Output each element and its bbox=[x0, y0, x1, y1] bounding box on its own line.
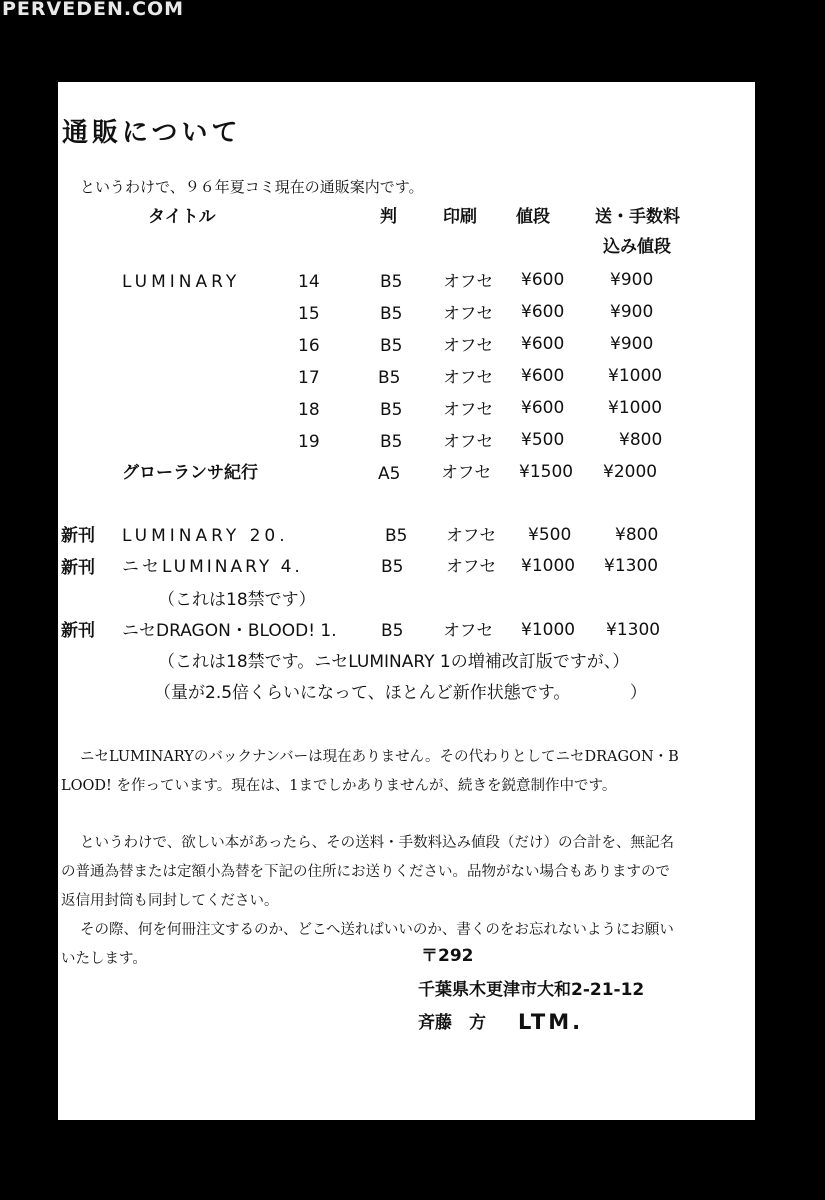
header-total-line1: 送・手数料 bbox=[595, 207, 680, 227]
row-issue: 18 bbox=[298, 400, 320, 420]
row-title: LUMINARY bbox=[122, 272, 241, 292]
paragraph-line: ニセLUMINARYのバックナンバーは現在ありません。その代わりとしてニセDRAGON・B bbox=[80, 749, 679, 765]
row-issue: 19 bbox=[298, 432, 320, 452]
new-release-tag: 新刊 bbox=[61, 621, 95, 641]
paragraph-line: LOOD! を作っています。現在は、1までしかありませんが、続きを鋭意制作中です。 bbox=[61, 778, 617, 794]
row-total: ¥1300 bbox=[606, 620, 661, 640]
row-size: B5 bbox=[378, 368, 401, 388]
row-print: オフセ bbox=[446, 557, 497, 577]
row-title: LUMINARY 20. bbox=[122, 526, 289, 546]
row-price: ¥600 bbox=[521, 366, 565, 386]
content-note: （これは18禁です） bbox=[158, 590, 316, 610]
row-size: B5 bbox=[380, 432, 403, 452]
row-print: オフセ bbox=[446, 526, 497, 546]
paragraph-line: その際、何を何冊注文するのか、どこへ送ればいいのか、書くのをお忘れないようにお願い bbox=[80, 922, 674, 938]
row-size: B5 bbox=[380, 304, 403, 324]
document-page bbox=[58, 82, 755, 1120]
row-total: ¥1300 bbox=[604, 556, 659, 576]
row-print: オフセ bbox=[443, 368, 494, 388]
row-total: ¥1000 bbox=[608, 398, 663, 418]
paragraph-line: というわけで、欲しい本があったら、その送料・手数料込み値段（だけ）の合計を、無記名 bbox=[80, 835, 675, 851]
row-size: B5 bbox=[381, 557, 404, 577]
paragraph-line: の普通為替または定額小為替を下記の住所にお送りください。品物がない場合もありますので bbox=[61, 864, 670, 880]
row-total: ¥2000 bbox=[603, 462, 658, 482]
row-price: ¥600 bbox=[521, 398, 565, 418]
row-issue: 17 bbox=[298, 368, 320, 388]
paragraph-line: 返信用封筒も同封してください。 bbox=[61, 893, 279, 909]
row-total: ¥900 bbox=[610, 270, 654, 290]
row-issue: 16 bbox=[298, 336, 320, 356]
header-size: 判 bbox=[380, 207, 397, 227]
row-title: グローランサ紀行 bbox=[122, 463, 258, 483]
row-size: B5 bbox=[380, 336, 403, 356]
row-size: B5 bbox=[385, 526, 408, 546]
address-name: 斉藤 方 bbox=[418, 1013, 486, 1033]
row-total: ¥800 bbox=[615, 525, 659, 545]
row-price: ¥600 bbox=[521, 334, 565, 354]
row-size: B5 bbox=[380, 400, 403, 420]
row-title: ニセDRAGON・BLOOD! 1. bbox=[122, 621, 337, 641]
row-print: オフセ bbox=[443, 304, 494, 324]
row-price: ¥1000 bbox=[521, 556, 576, 576]
address-location: 千葉県木更津市大和2-21-12 bbox=[418, 980, 645, 1000]
header-total-line2: 込み値段 bbox=[603, 237, 671, 257]
circle-name: LTM. bbox=[518, 1010, 584, 1034]
new-release-tag: 新刊 bbox=[61, 526, 95, 546]
site-watermark: PERVEDEN.COM bbox=[2, 0, 185, 20]
row-price: ¥1000 bbox=[521, 620, 576, 640]
new-release-tag: 新刊 bbox=[61, 558, 95, 578]
row-print: オフセ bbox=[443, 621, 494, 641]
postal-code: 〒292 bbox=[421, 946, 474, 966]
row-size: B5 bbox=[380, 272, 403, 292]
row-price: ¥600 bbox=[521, 270, 565, 290]
row-issue: 15 bbox=[298, 304, 320, 324]
row-issue: 14 bbox=[298, 272, 320, 292]
row-print: オフセ bbox=[443, 272, 494, 292]
row-size: B5 bbox=[381, 621, 404, 641]
row-total: ¥900 bbox=[610, 334, 654, 354]
row-price: ¥600 bbox=[521, 302, 565, 322]
row-size: A5 bbox=[378, 464, 401, 484]
header-title: タイトル bbox=[148, 207, 216, 227]
content-note: （量が2.5倍くらいになって、ほとんど新作状態です。 ） bbox=[154, 683, 647, 703]
page-title: 通販について bbox=[62, 118, 242, 148]
header-print: 印刷 bbox=[443, 207, 477, 227]
row-print: オフセ bbox=[443, 432, 494, 452]
row-total: ¥900 bbox=[610, 302, 654, 322]
header-price: 値段 bbox=[516, 207, 550, 227]
row-price: ¥1500 bbox=[519, 462, 574, 482]
row-print: オフセ bbox=[443, 400, 494, 420]
row-title: ニセLUMINARY 4. bbox=[122, 557, 303, 577]
content-note: （これは18禁です。ニセLUMINARY 1の増補改訂版ですが、） bbox=[158, 652, 630, 672]
row-print: オフセ bbox=[441, 463, 492, 483]
paragraph-line: いたします。 bbox=[61, 951, 147, 967]
row-total: ¥800 bbox=[619, 430, 663, 450]
row-print: オフセ bbox=[443, 336, 494, 356]
row-total: ¥1000 bbox=[608, 366, 663, 386]
row-price: ¥500 bbox=[521, 430, 565, 450]
row-price: ¥500 bbox=[528, 525, 572, 545]
intro-text: というわけで、９６年夏コミ現在の通販案内です。 bbox=[80, 178, 424, 196]
